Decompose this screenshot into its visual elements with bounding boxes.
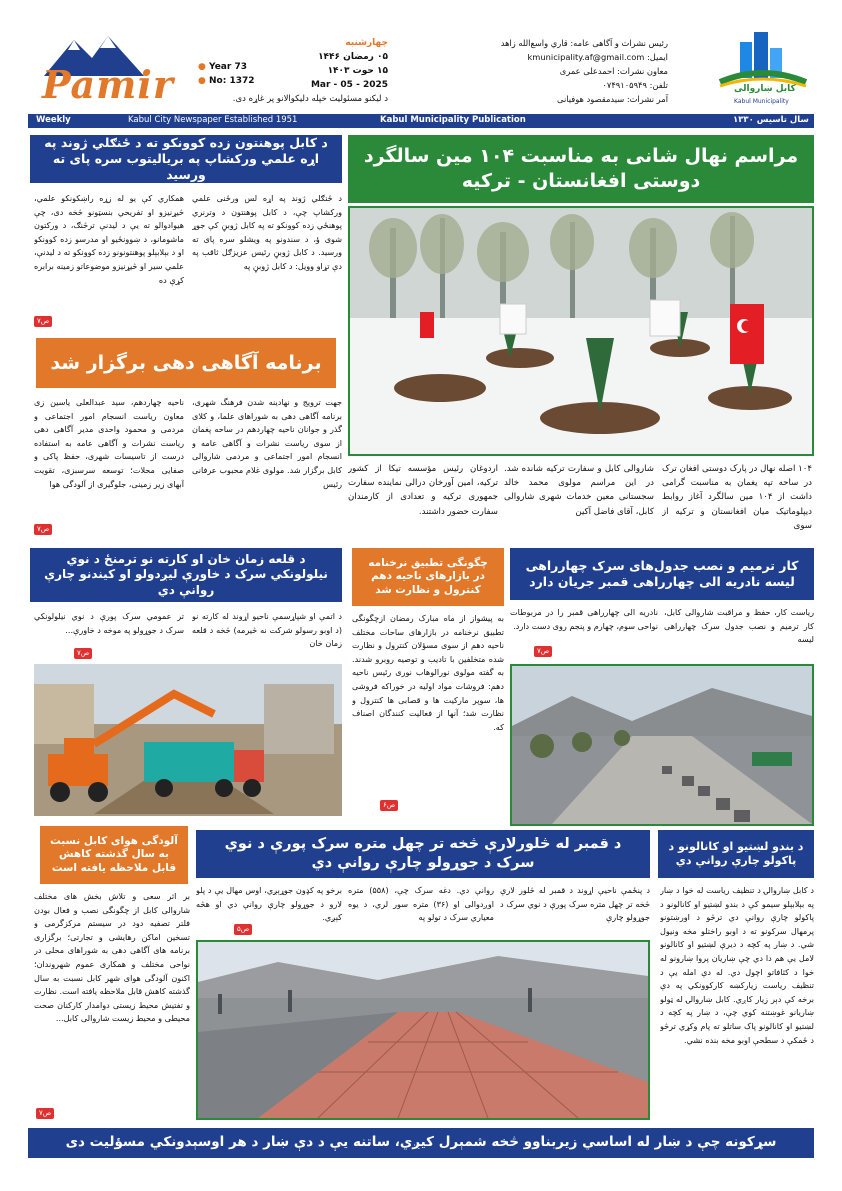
excavator-truck-photo — [34, 664, 342, 816]
curb-repair-title: کار ترمیم و نصب جدول‌های سرک چهارراهی لیسه نادریه الی چهارراهی قمبر جریان دارد — [510, 548, 814, 600]
publication-label: Kabul Municipality Publication — [380, 115, 526, 125]
awareness-col-1: جهت ترویج و نهادینه شدن فرهنگ شهری، برنامه آگاهی دهی به شوراهای علما، و کلای گذر و جوانان ناحیه چهاردهم در ساحه پغمان از سوی ریاست نشرات و آگاهی عامه و انسجام امور اجتماعی و مردمی شاروالی کابل برگزار شد. مولوی غلام محبوب عرفانی رئیس — [192, 397, 342, 489]
staff-list — [428, 36, 668, 106]
zoo-workshop-col-1: د ځنګلي ژوند په اړه لس ورځنی علمي ورکشاپ چې، د کابل پوهنتون د وترنري پوهنځي زده کوونکو ته په کابل ژوبڼ کې جوړ شوی ؤ، د سندونو په ویشلو سره پای ته ورسید. د کابل ژوبڼ رئیس عزیزګل ثاقب په دې تړاو وویل: د کابل ژوبڼ په — [192, 193, 342, 271]
logo-text: Pamir — [42, 62, 174, 107]
lead-col-2: شاروالی کابل و سفارت ترکیه شانده شد. در این مراسم مولوی محمد خالد سجستانی معین خدمات شهری شاروالی کابل، آقای فاضل آکین — [504, 464, 654, 517]
masthead — [28, 28, 814, 112]
curb-repair-photo — [510, 664, 814, 826]
paved-sidewalk-photo — [198, 942, 648, 1118]
staff-line: رئیس نشرات و آگاهی عامه: قاري واسع‌الله زاهد — [500, 38, 668, 48]
date-lunar: ۰۵ رمضان ۱۴۴۶ — [318, 52, 388, 62]
footer-banner: سړکونه چې د ښار له اساسي زیربناوو څخه شمېرل کیږي، ساتنه یې د دې ښار د هر اوسېدونکي مسؤلیت دی — [28, 1128, 814, 1158]
muni-logo-en: Kabul Municipality — [734, 98, 789, 105]
issue-number: No: 1372 — [209, 76, 255, 86]
earthwork-col-2: تر عمومي سرک پورې د نوي نیلولونکي سرک د جوړولو په موخه د خاورې... — [34, 611, 184, 635]
staff-line: معاون نشرات: احمدعلی عمری — [559, 66, 668, 76]
qambar-col-3: برخو په کډون جوړېږي، اوس مهال یې د پلو لارو د جوړولو چارې روانې دي او هڅه کېږي. — [196, 885, 342, 923]
price-control-title: چگونگی تطبیق نرخنامه در بازارهای ناحیه دهم کنترول و نظارت شد — [352, 548, 504, 606]
lead-title: مراسم نهال شانی به مناسبت ۱۰۴ مین سالگرد دوستی افغانستان - ترکیه — [348, 135, 814, 203]
header-band — [28, 114, 814, 128]
founded-label: سال تاسیس ۱۳۳۰ — [733, 115, 809, 125]
lead-col-3: اردوغان رئیس مؤسسه تیکا از کشور ترکیه، امین آورخان درالی نماینده سفارت جمهوری ترکیه و تعدادی از کارمندان سفارت حضور داشتند. — [348, 464, 498, 517]
qambar-col-1: د پنځمې ناحیې اړوند د قمبر له څلور لارې څخه تر چهل متره سرک پورې د نوي سرک د جوړولو چارې — [500, 885, 650, 923]
day-name: چهارشنبه — [345, 38, 388, 48]
issue-info: ● Year 73 ● No: 1372 — [198, 62, 255, 86]
staff-line: ایمیل: kmunicipality.af@gmail.com — [527, 52, 668, 62]
drainage-title: د بندو لښتیو او کانالونو د پاکولو چارې روانې دي — [658, 830, 814, 878]
zoo-workshop-title: د کابل پوهنتون زده کوونکو ته د ځنګلي ژوند په اړه علمي ورکشاپ په بریالیتوب سره پای ته ورسید — [30, 135, 342, 183]
city-buildings-icon — [710, 28, 814, 90]
lead-photo — [348, 206, 814, 456]
page-ref[interactable]: ص۷ — [36, 1108, 54, 1119]
lead-col-1: ۱۰۴ اصله نهال در پارک دوستی افغان ترک در ساحه تپه یغمان به مناسبت گرامی داشت از ۱۰۴ مین سالگرد آغاز روابط دیپلوماتیک میان افغانستان و ترکیه از سوی — [662, 464, 812, 531]
page-ref[interactable]: ص۷ — [34, 524, 52, 535]
page-ref[interactable]: ص۷ — [534, 646, 552, 657]
page-ref[interactable]: ص۵ — [234, 924, 252, 935]
page-ref[interactable]: ص۶ — [380, 800, 398, 811]
year: Year 73 — [209, 62, 247, 72]
date-gregorian: Mar - 05 - 2025 — [310, 80, 388, 90]
date-solar: ۱۵ حوت ۱۴۰۳ — [327, 66, 388, 76]
awareness-col-2: ناحیه چهاردهم، سید عبدالعلی یاسین زی معاون ریاست انسجام امور اجتماعی و مردمی و محمود واحدی مدیر آگاهی دهی ریاست نشرات و آگاهی عامه به استفاده درست از تاسیسات شهری، حفظ پاکی و صفایی محلات؛ توسعه سرسبزی، تقویت آبهای زیر زمینی، جلوگیری از آلودگی هوا — [34, 397, 184, 489]
air-pollution-title: آلودگی هوای کابل نسبت به سال گذشته کاهش قابل ملاحظه یافته است — [40, 826, 188, 884]
tree-planting-photo — [350, 208, 812, 454]
slogan: د لیکنو مسئولیت خپله دلیکوالانو پر غاړه دی. — [232, 94, 388, 104]
price-control-body: به پیشواز از ماه مبارک رمضان ازچگونگی تطبیق نرخنامه در بازارهای ساحات مختلف ناحیه دهم از سوی مسؤلان کنترول و نظارت شده متخلفین با تادیب و توصیه روبرو شدند. به گفته مولوی نورالوهاب نوری رئیس ناحیه دهم: فروشات مواد اولیه در خوراکه فروشی ها، سوپر مارکیت ها و قصابی ها کنترول و نظارت شد؛ آنها از فعالیت کنندگان اصناف که. — [352, 613, 504, 732]
qambar-road-photo — [196, 940, 650, 1120]
zoo-workshop-col-2: همکاري کې یو له زړه راښکونکو علمي، څیړنیزو او تفریحي بنسټونو څخه دی، چې هیوادوالو ته یې د لیدنې ترڅنګ، د ورکتون ماشومانو، د ښوونځیو او مدرسو زده کوونکو او د بېلابېلو پوهنتونونو زده کوونکو ته د لیدنې، علمي سیر او څیړنیزو موضوعاتو زمینه برابره کړې ده — [34, 193, 184, 285]
muni-logo-fa: کابل ښاروالی — [734, 84, 796, 94]
earthwork-col-1: د اتمې او شپاړسمې ناحیو اړوند له کارته نو (د اوبو رسولو شرکت نه څیرمه) څخه د قلعه زمان خان — [192, 611, 342, 649]
curb-repair-col-2: نادریه الی چهارراهی قمبر را در مربوطات نواحی سوم، چهارم و پنجم روی دست دارد. — [510, 607, 658, 631]
awareness-title: برنامه آگاهی دهی برگزار شد — [36, 338, 336, 388]
air-pollution-body: بر اثر سعی و تلاش بخش های مختلف شاروالی کابل از چگونگی نصب و فعال بودن فلتر تصفیه دود در سیستم مرکزگرمی و تسخین اماکن رهایشی و تجارتی؛ برگزاری برنامه های آگاهی دهی به شوراهای محلی در نواحی مختلف و همکاری عموم شهروندان؛ اکنون آلودگی هوای شهر کابل نسبت به سال گذشته کاهش قابل ملاحظه یافته است. نظارت و تفتیش محیط زیستی دوامدار کارکنان صحت محیطی و محیط زیست شاروالی کابل... — [34, 891, 190, 1024]
municipality-logo — [710, 28, 814, 112]
page-ref[interactable]: ص۷ — [74, 648, 92, 659]
page-ref[interactable]: ص۷ — [34, 316, 52, 327]
qambar-road-title: د قمبر له څلورلارې څخه تر چهل متره سرک پورې د نوي سرک د جوړولو چارې روانې دي — [196, 830, 650, 878]
drainage-body: د کابل ښاروالۍ د تنظیف ریاست له خوا د ښار په بېلابېلو سیمو کې د بندو لښتیو او کانالونو د پاکولو چارې روانې دي ترڅو د اورښتونو پرمهال سرکونو ته د اوبو راختلو مخه ونیول شي. د ښار په کچه د دیرې لښتیو او کانالونو لامل یې هم دا دي چې ښاریان پروا ښارونو له خوا د کثافاتو اچول دي. له دې امله یې د تنظیف ریاست زیارکښه کارکوونکي په دې برخه کې دېر زیار کاږي. کابل ښاروالۍ له ټولو ښاریانو غوښتنه کوي چې، د ښار په کچه د لښتیو او کانالونو پاک ساتلو ته پام وکړي ترڅو د ځمکې د سطحې اوبو مخه بنده نشي. — [660, 885, 814, 1045]
qambar-col-2: روانې دي. دغه سرک چې، (۵۵۸) متره اوږدوالی او (۳۶) متره سور لري، د یوه معیاري سرک د تولو په — [348, 885, 494, 923]
street-curb-photo — [512, 666, 812, 824]
staff-line: تلفن: ۰۷۴۹۱۰۵۹۴۹ — [602, 80, 668, 90]
earthwork-photo — [34, 664, 342, 816]
staff-line: آمر نشرات: سیدمقصود هوفیانی — [557, 94, 668, 104]
established-label: Kabul City Newspaper Established 1951 — [128, 115, 298, 125]
curb-repair-col-1: ریاست کار، حفظ و مراقبت شاروالی کابل، کار ترمیم و نصب جدول سرک چهارراهی لیسه — [664, 607, 814, 645]
earthwork-title: د قلعه زمان خان او کارته نو ترمنځ د نوي نیلولونکي سرک د خاورې لیږدولو او کیندنو چارې روانې دي — [30, 548, 342, 602]
weekly-label: Weekly — [36, 115, 71, 125]
dates — [178, 36, 388, 92]
